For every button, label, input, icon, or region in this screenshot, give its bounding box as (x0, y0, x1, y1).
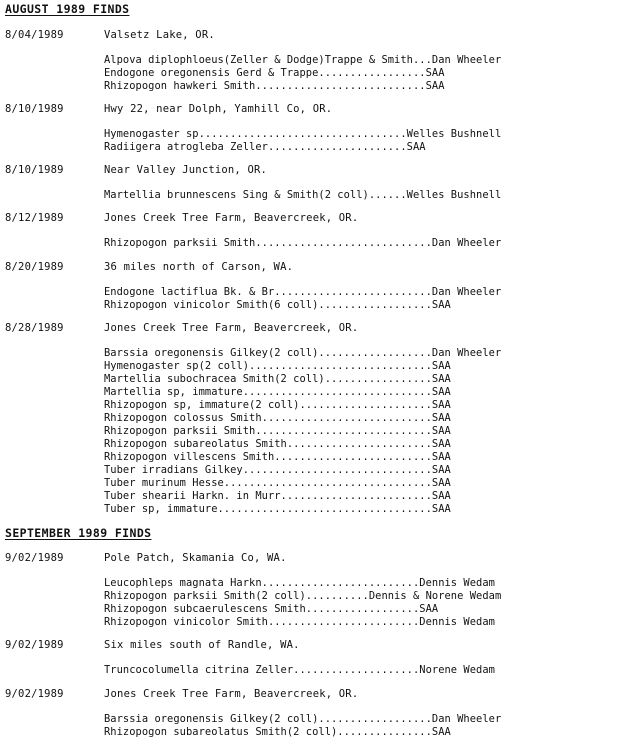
find-entry: Martellia subochracea Smith(2 coll).................SAA (104, 373, 451, 385)
find-entry: Rhizopogon subareolatus Smith.......................SAA (104, 438, 451, 450)
find-entry: Rhizopogon hawkeri Smith...........................SAA (104, 80, 445, 92)
find-entry: Hymenogaster sp.................................Welles Bushnell (104, 128, 502, 140)
find-entry: Tuber irradians Gilkey..............................SAA (104, 464, 451, 476)
find-date: 9/02/1989 (5, 639, 64, 651)
find-entry: Rhizopogon parksii Smith............................Dan Wheeler (104, 237, 502, 249)
find-date: 8/10/1989 (5, 103, 64, 115)
find-entry: Truncocolumella citrina Zeller....................Norene Wedam (104, 664, 495, 676)
find-location: Pole Patch, Skamania Co, WA. (104, 552, 287, 564)
find-entry: Martellia brunnescens Sing & Smith(2 coll)......Welles Bushnell (104, 189, 502, 201)
find-entry: Endogone lactiflua Bk. & Br.........................Dan Wheeler (104, 286, 502, 298)
find-entry: Martellia sp, immature..............................SAA (104, 386, 451, 398)
find-location: Valsetz Lake, OR. (104, 29, 215, 41)
find-date: 8/20/1989 (5, 261, 64, 273)
find-location: Near Valley Junction, OR. (104, 164, 268, 176)
find-entry: Rhizopogon sp, immature(2 coll).....................SAA (104, 399, 451, 411)
find-date: 9/02/1989 (5, 552, 64, 564)
find-date: 9/02/1989 (5, 688, 64, 700)
find-entry: Rhizopogon vinicolor Smith........................Dennis Wedam (104, 616, 495, 628)
find-location: Jones Creek Tree Farm, Beavercreek, OR. (104, 212, 359, 224)
find-entry: Rhizopogon parksii Smith(2 coll)..........Dennis & Norene Wedam (104, 590, 502, 602)
find-date: 8/12/1989 (5, 212, 64, 224)
find-entry: Rhizopogon parksii Smith............................SAA (104, 425, 451, 437)
section-heading-august: AUGUST 1989 FINDS (5, 2, 130, 16)
find-entry: Hymenogaster sp(2 coll).............................SAA (104, 360, 451, 372)
find-entry: Alpova diplophloeus(Zeller & Dodge)Trappe & Smith...Dan Wheeler (104, 54, 502, 66)
find-date: 8/04/1989 (5, 29, 64, 41)
find-location: Six miles south of Randle, WA. (104, 639, 300, 651)
find-entry: Rhizopogon colossus Smith...........................SAA (104, 412, 451, 424)
find-location: Jones Creek Tree Farm, Beavercreek, OR. (104, 688, 359, 700)
section-heading-september: SEPTEMBER 1989 FINDS (5, 526, 152, 540)
find-date: 8/10/1989 (5, 164, 64, 176)
find-date: 8/28/1989 (5, 322, 64, 334)
find-location: Hwy 22, near Dolph, Yamhill Co, OR. (104, 103, 333, 115)
find-entry: Rhizopogon villescens Smith.........................SAA (104, 451, 451, 463)
find-entry: Tuber murinum Hesse.................................SAA (104, 477, 451, 489)
find-entry: Rhizopogon vinicolor Smith(6 coll)..................SAA (104, 299, 451, 311)
find-entry: Tuber shearii Harkn. in Murr........................SAA (104, 490, 451, 502)
find-location: 36 miles north of Carson, WA. (104, 261, 294, 273)
find-entry: Radiigera atrogleba Zeller......................SAA (104, 141, 426, 153)
find-location: Jones Creek Tree Farm, Beavercreek, OR. (104, 322, 359, 334)
find-entry: Leucophleps magnata Harkn.........................Dennis Wedam (104, 577, 495, 589)
find-entry: Rhizopogon subareolatus Smith(2 coll)...............SAA (104, 726, 451, 738)
find-entry: Rhizopogon subcaerulescens Smith..................SAA (104, 603, 439, 615)
find-entry: Tuber sp, immature..................................SAA (104, 503, 451, 515)
find-entry: Barssia oregonensis Gilkey(2 coll)..................Dan Wheeler (104, 713, 502, 725)
find-entry: Endogone oregonensis Gerd & Trappe.................SAA (104, 67, 445, 79)
find-entry: Barssia oregonensis Gilkey(2 coll)..................Dan Wheeler (104, 347, 502, 359)
